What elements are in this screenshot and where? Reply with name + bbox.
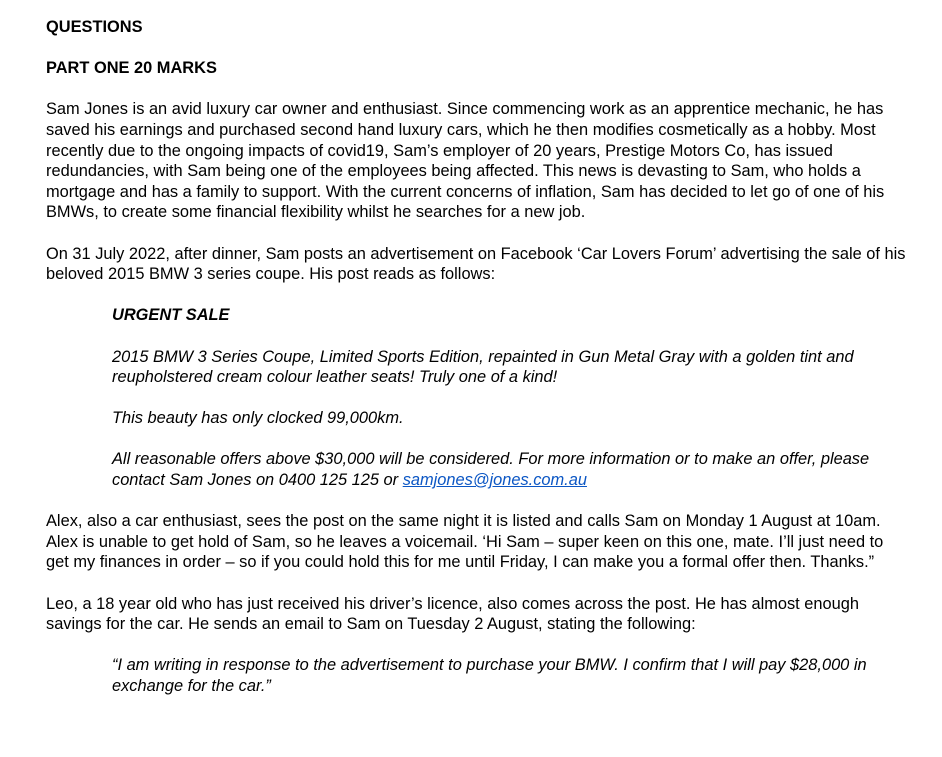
- advert-offers: [112, 449, 906, 490]
- document-page: [46, 14, 906, 697]
- post-intro-paragraph: On 31 July 2022, after dinner, Sam posts an advertisement on Facebook ‘Car Lovers Forum’ advertising the sale of his beloved 2015 BMW 3 series coupe. His post reads as follows:: [46, 244, 906, 284]
- alex-paragraph: Alex, also a car enthusiast, sees the post on the same night it is listed and calls Sam on Monday 1 August at 10am. Alex is unable to get hold of Sam, so he leaves a voicemail. ‘Hi Sam – super keen on this one, mate. I’ll just need to get my finances in order – so if you could hold this for me until Friday, I can make you a formal offer then. Thanks.”: [46, 512, 884, 572]
- questions-heading: QUESTIONS: [46, 18, 143, 36]
- email-link[interactable]: samjones@jones.com.au: [402, 471, 587, 490]
- leo-paragraph: Leo, a 18 year old who has just received his driver’s licence, also comes across the post. He has almost enough savings for the car. He sends an email to Sam on Tuesday 2 August, stating the following:: [46, 594, 859, 634]
- part-one-heading: PART ONE 20 MARKS: [46, 59, 217, 78]
- intro-paragraph: Sam Jones is an avid luxury car owner and enthusiast. Since commencing work as an apprentice mechanic, he has saved his earnings and purchased second hand luxury cars, which he then modifies cosmetically as a hobby. Most recently due to the ongoing impacts of covid19, Sam’s employer of 20 years, Prestige Motors Co, has issued redundancies, with Sam being one of the employees being affected. This news is devasting to Sam, who holds a mortgage and has a family to support. With the current concerns of inflation, Sam has decided to let go of one of his BMWs, to create some financial flexibility whilst he searches for a new job.: [46, 100, 885, 222]
- advert-description: 2015 BMW 3 Series Coupe, Limited Sports Edition, repainted in Gun Metal Gray with a golden tint and reupholstered cream colour leather seats! Truly one of a kind!: [112, 347, 854, 387]
- advert-mileage: This beauty has only clocked 99,000km.: [112, 409, 404, 428]
- advert-title: URGENT SALE: [112, 306, 230, 325]
- leo-email-quote: “I am writing in response to the advertisement to purchase your BMW. I confirm that I will pay $28,000 in exchange for the car.”: [112, 656, 867, 695]
- advert-offers-text: All reasonable offers above $30,000 will be considered. For more information or to make an offer, please contact Sam Jones on 0400 125 125 or: [112, 450, 870, 490]
